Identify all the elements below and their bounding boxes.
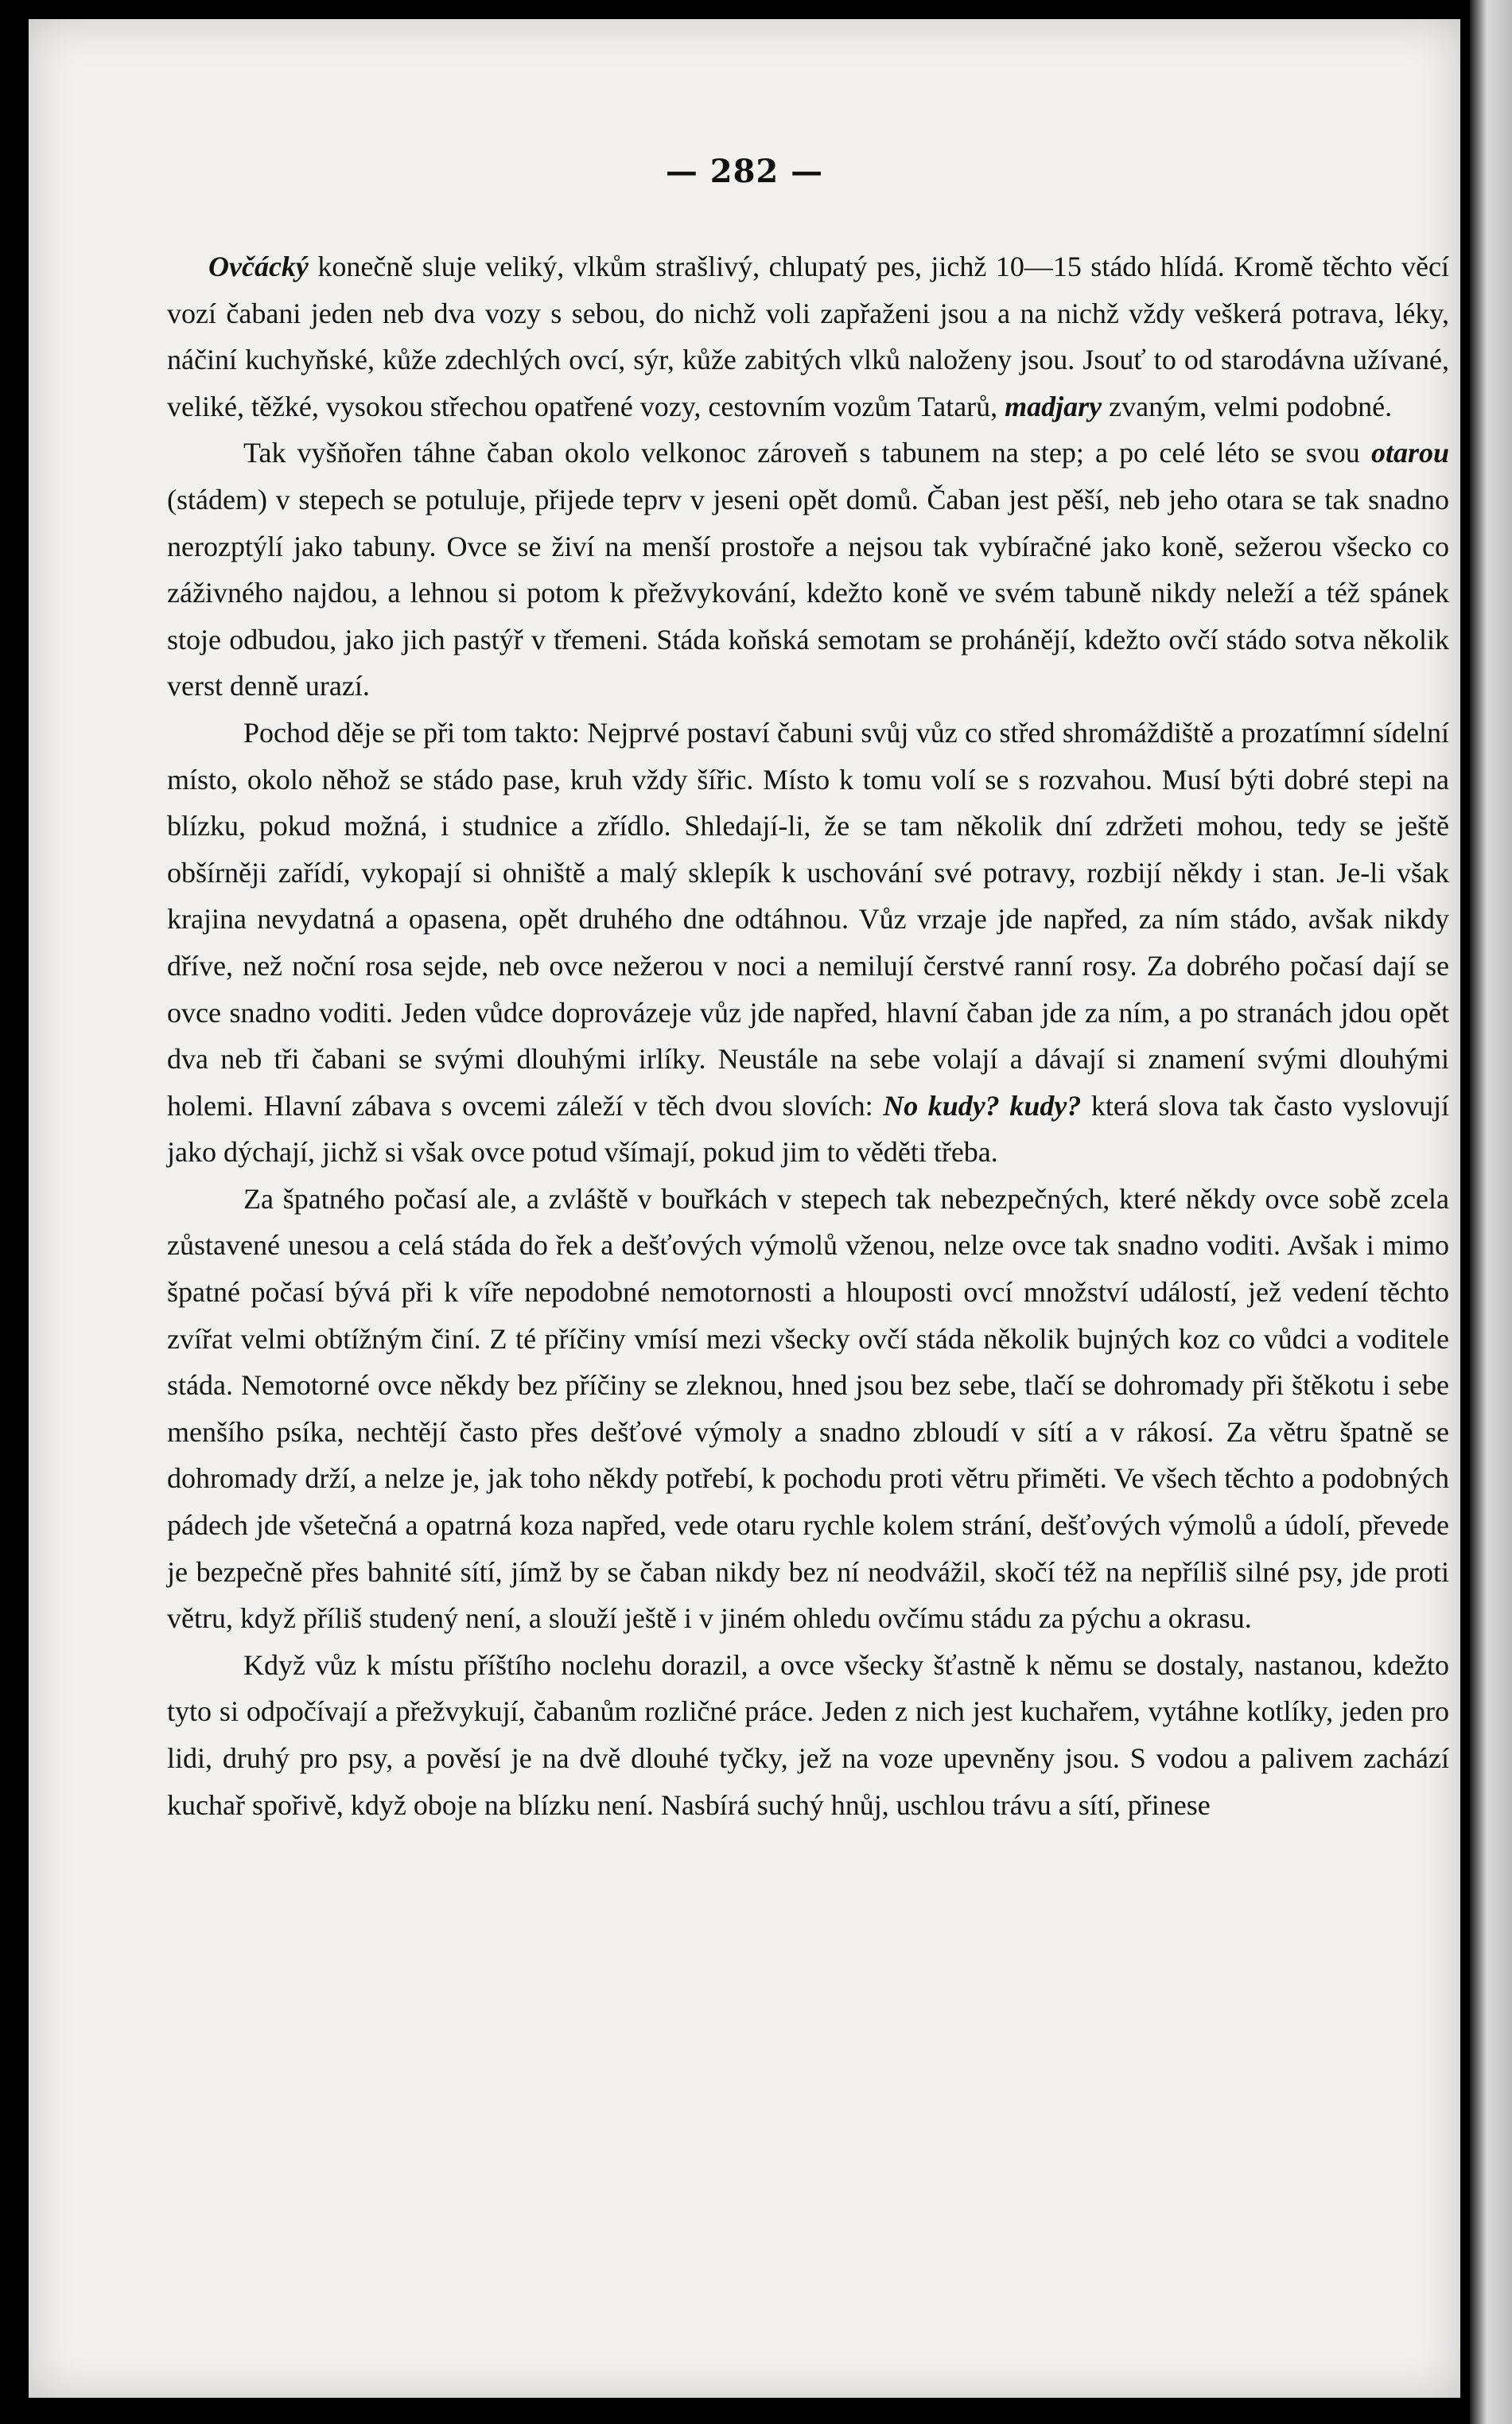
text-run: konečně sluje veliký, vlkům strašlivý, chlupatý pes, jichž 10—15 stádo hlídá. Kromě těchto věcí vozí čabani jeden neb dva vozy s sebou, do nichž voli zapřaženi jsou a na nichž vždy veškerá potrava, léky, náčiní kuchyňské, kůže zdechlých ovcí, sýr, kůže zabitých vlků naloženy jsou. Jsouť to od starodávna užívané, veliké, těžké, vysokou střechou opatřené vozy, cestovním vozům Tatarů, [167,251,1449,422]
text-run: Za špatného počasí ale, a zvláště v bouřkách v stepech tak nebezpečných, které někdy ovce sobě zcela zůstavené unesou a celá stáda do řek a dešťových výmolů vženou, nelze ovce tak snadno voditi. Avšak i mimo špatné počasí bývá při k víře nepodobné nemotornosti a hlouposti ovcí množství událostí, jež vedení těchto zvířat velmi obtížným činí. Z té příčiny vmísí mezi všecky ovčí stáda několik bujných koz co vůdci a voditele stáda. Nemotorné ovce někdy bez příčiny se zleknou, hned jsou bez sebe, tlačí se dohromady při štěkotu i sebe menšího psíka, nechtějí často přes dešťové výmoly a snadno zbloudí v sítí a v rákosí. Za větru špatně se dohromady drží, a nelze je, jak toho někdy potřebí, k pochodu proti větru přiměti. Ve všech těchto a podobných pádech jde všetečná a opatrná koza napřed, vede otaru rychle kolem strání, dešťových výmolů a údolí, převede je bezpečně přes bahnité sítí, jímž by se čaban nikdy bez ní neodvážil, skočí též na nepříliš silné psy, jde proti větru, když příliš studený není, a slouží ještě i v jiném ohledu ovčímu stádu za pýchu a okrasu. [167,1182,1449,1635]
paragraph [167,243,1449,430]
scan-edge-strip [1470,0,1512,2424]
text-run: Pochod děje se při tom takto: Nejprvé postaví čabuni svůj vůz co střed shromáždiště a prozatímní sídelní místo, okolo něhož se stádo pase, kruh vždy šířic. Místo k tomu volí se s rozvahou. Musí býti dobré stepi na blízku, pokud možná, i studnice a zřídlo. Shledají-li, že se tam několik dní zdržeti mohou, tedy se ještě obšírněji zařídí, vykopají si ohniště a malý sklepík k uschování své potravy, rozbijí někdy i stan. Je-li však krajina nevydatná a opasena, opět druhého dne odtáhnou. Vůz vrzaje jde napřed, za ním stádo, avšak nikdy dříve, než noční rosa sejde, neb ovce nežerou v noci a nemilují čerstvé ranní rosy. Za dobrého počasí dají se ovce snadno voditi. Jeden vůdce doprovázeje vůz jde napřed, hlavní čaban jde za ním, a po stranách jdou opět dva neb tři čabani se svými dlouhými irlíky. Neustále na sebe volají a dávají si znamení svými dlouhými holemi. Hlavní zábava s ovcemi záleží v těch dvou slovích: [167,716,1449,1122]
page-body-text [167,243,1449,1828]
italic-term: No kudy? kudy? [883,1089,1082,1122]
italic-term: Ovčácký [208,251,309,282]
paragraph [167,710,1449,1176]
paragraph [167,430,1449,710]
paragraph [167,1642,1449,1828]
paragraph [167,1176,1449,1642]
text-run: Když vůz k místu příštího noclehu dorazil, a ovce všecky šťastně k němu se dostaly, nastanou, kdežto tyto si odpočívají a přežvykují, čabanům rozličné práce. Jeden z nich jest kuchařem, vytáhne kotlíky, jeden pro lidi, druhý pro psy, a pověsí je na dvě dlouhé tyčky, jež na voze upevněny jsou. S vodou a palivem zachází kuchař spořivě, když oboje na blízku není. Nasbírá suchý hnůj, uschlou trávu a sítí, přinese [167,1648,1449,1821]
text-run: Tak vyšňořen táhne čaban okolo velkonoc zároveň s tabunem na step; a po celé léto se svou [243,437,1371,469]
text-run: zvaným, velmi podobné. [1102,390,1393,422]
text-run: která slova tak často vyslovují jako dýchají, jichž si však ovce potud všímají, pokud jim to věděti třeba. [167,1089,1449,1169]
italic-term: otarou [1370,437,1449,469]
text-run: (stádem) v stepech se potuluje, přijede teprv v jeseni opět domů. Čaban jest pěší, neb jeho otara se tak snadno nerozptýlí jako tabuny. Ovce se živí na menší prostoře a nejsou tak vybíračné jako koně, sežerou všecko co záživného najdou, a lehnou si potom k přežvykování, kdežto koně ve svém tabuně nikdy neleží a též spánek stoje odbudou, jako jich pastýř v třemeni. Stáda koňská semotam se prohánějí, kdežto ovčí stádo sotva několik verst denně urazí. [167,483,1449,702]
book-page [29,19,1460,2398]
italic-term: madjary [1005,390,1102,422]
page-number: — 282 — [665,153,824,190]
